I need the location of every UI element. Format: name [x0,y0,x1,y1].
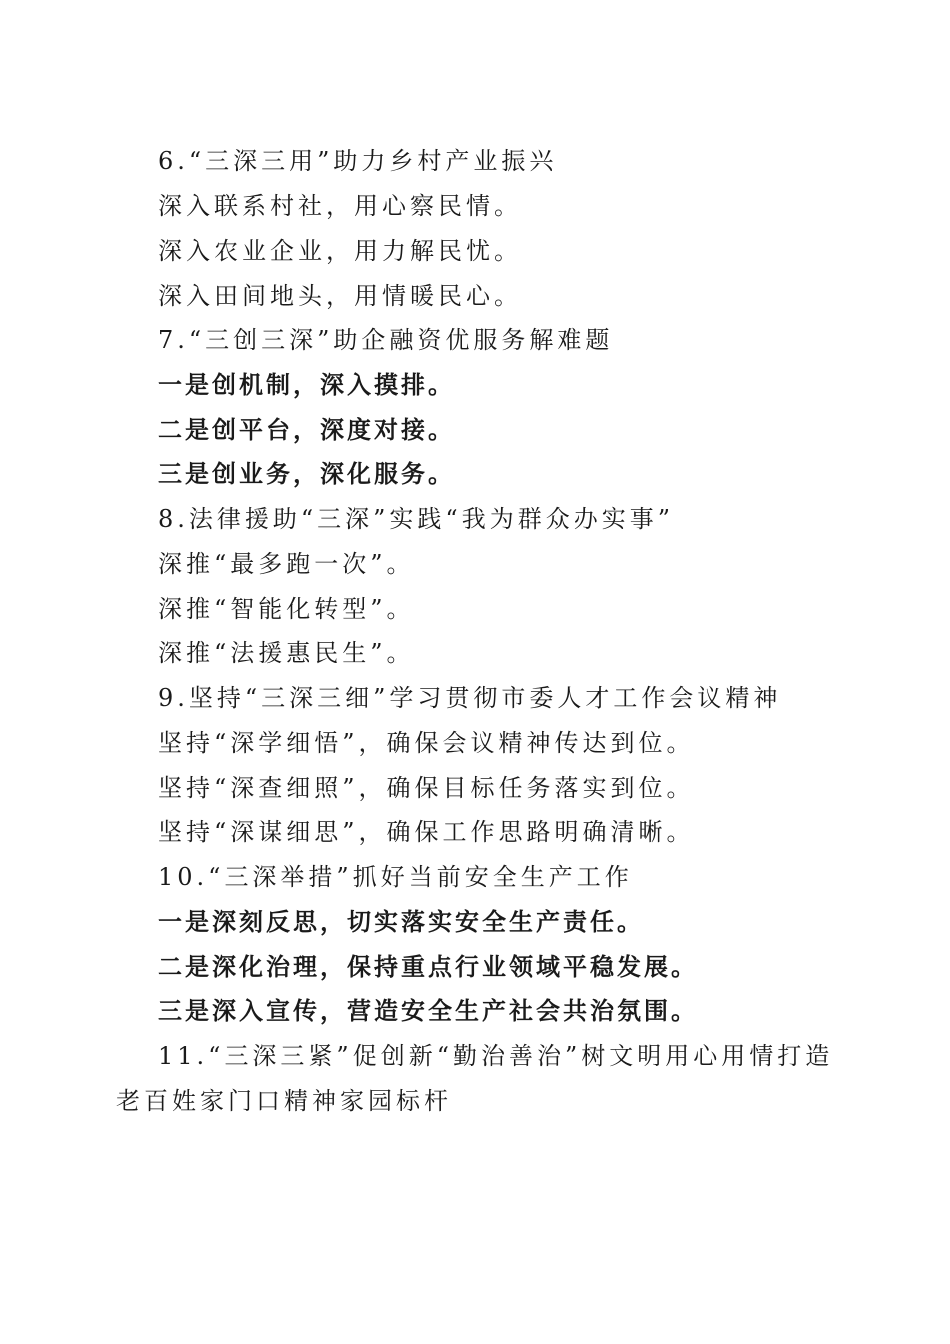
paragraph-line: 深推“法援惠民生”。 [158,639,415,667]
heading-7: 7.“三创三深”助企融资优服务解难题 [158,326,614,354]
paragraph-line: 深入联系村社，用心察民情。 [158,192,522,220]
paragraph-line: 深推“智能化转型”。 [158,595,415,623]
paragraph-line: 坚持“深谋细思”，确保工作思路明确清晰。 [158,818,695,846]
heading-8: 8.法律援助“三深”实践“我为群众办实事” [158,505,674,533]
paragraph-line-bold: 一是创机制，深入摸排。 [158,370,455,399]
paragraph-line-bold: 三是创业务，深化服务。 [158,459,455,488]
paragraph-line-bold: 三是深入宣传，营造安全生产社会共治氛围。 [158,996,698,1025]
heading-10: 10.“三深举措”抓好当前安全生产工作 [158,863,633,891]
paragraph-line-bold: 一是深刻反思，切实落实安全生产责任。 [158,907,644,936]
heading-11-continuation: 老百姓家门口精神家园标杆 [116,1087,452,1115]
paragraph-line-bold: 二是深化治理，保持重点行业领域平稳发展。 [158,952,698,981]
heading-9: 9.坚持“三深三细”学习贯彻市委人才工作会议精神 [158,684,782,712]
paragraph-line: 深推“最多跑一次”。 [158,550,415,578]
paragraph-line: 深入农业企业，用力解民忧。 [158,237,522,265]
heading-11: 11.“三深三紧”促创新“勤治善治”树文明用心用情打造 [158,1042,834,1070]
paragraph-line: 坚持“深学细悟”，确保会议精神传达到位。 [158,729,695,757]
paragraph-line-bold: 二是创平台，深度对接。 [158,415,455,444]
paragraph-line: 深入田间地头，用情暖民心。 [158,282,522,310]
paragraph-line: 坚持“深查细照”，确保目标任务落实到位。 [158,774,695,802]
heading-6: 6.“三深三用”助力乡村产业振兴 [158,147,558,175]
